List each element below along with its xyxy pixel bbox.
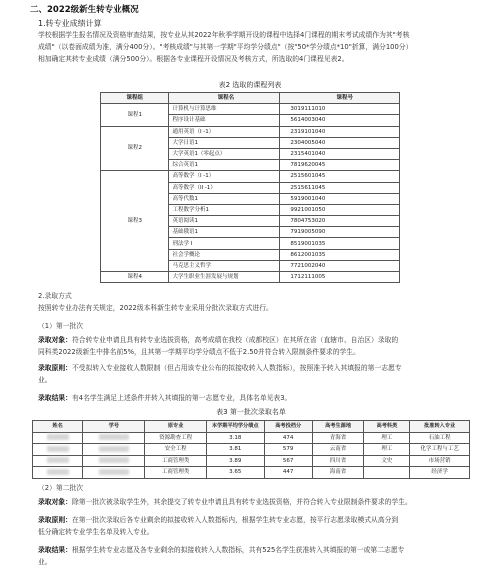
exam-category [364,467,410,479]
table-row [101,272,400,283]
round1-principle-text: 不受拟转入专业接收人数限制（但占用该专业公布的拟接收转入人数指标），按照准予转入其填报的第一志愿专 [71,364,402,372]
course-name: 高等数学（I -1） [169,171,280,182]
origin-province: 云南省 [312,444,364,456]
original-major: 安全工程 [145,444,207,456]
round1-result-text: 有4名学生满足上述条件并转入其填报的第一志愿专业，具体名单见表3。 [71,394,292,402]
redaction-blur [99,446,129,452]
exam-category: 文史 [364,455,410,467]
course-code: 3019111010 [280,104,400,115]
admission-table-header: 高考科类 [364,421,410,433]
round1-result-label: 录取结果： [38,394,72,402]
round2-title: （2）第二批次 [38,484,84,492]
admission-table-header: 高考投档分 [264,421,312,433]
admission-table-header: 原专业 [145,421,207,433]
course-table-header: 课程号 [280,93,400,104]
course-code: 7804753020 [280,216,400,227]
round2-result [38,544,478,568]
course-group: 课程1 [101,104,169,126]
round2-target [38,496,478,508]
redaction-blur [99,469,129,475]
course-code: 8519001035 [280,238,400,249]
table-row [33,444,470,456]
admission-table-header: 姓名 [33,421,83,433]
course-group: 课程3 [101,171,169,272]
gpa: 3.18 [206,432,264,444]
course-group: 课程4 [101,272,169,283]
round2-principle-text: 低分确定转专业学生名单及转入专业。 [38,528,154,536]
round2-result-label: 录取结果： [38,546,72,554]
exam-score: 567 [264,455,312,467]
course-code: 1712111005 [280,272,400,283]
course-code: 7919005090 [280,227,400,238]
redacted-name [33,455,83,467]
course-code: 2304005040 [280,137,400,148]
course-table [100,92,400,283]
course-code: 5919001040 [280,193,400,204]
section2-intro: 按照转专业办法有关规定，2022级本科新生转专业采用分批次录取方式进行。 [38,304,273,312]
redacted-student-id [83,432,145,444]
course-code: 2319101040 [280,126,400,137]
redaction-blur [47,446,69,452]
course-name: 英语阅读1 [169,216,280,227]
course-group: 课程2 [101,126,169,171]
course-name: 刑法学 I [169,238,280,249]
course-name: 计算机与计算思维 [169,104,280,115]
gpa: 3.65 [206,467,264,479]
intro-paragraph [38,29,478,65]
round1-target [38,334,478,358]
section-heading: 二、2022级新生转专业概况 [30,5,139,15]
course-code: 7819620045 [280,160,400,171]
redacted-student-id [83,467,145,479]
exam-score: 474 [264,432,312,444]
course-table-header: 课程组 [101,93,169,104]
table-row [33,467,470,479]
course-code: 2515601045 [280,171,400,182]
course-name: 马克思主义哲学 [169,260,280,271]
table-row [101,171,400,182]
round1-principle [38,362,478,386]
course-name: 大学日语1 [169,137,280,148]
redaction-blur [47,434,69,440]
table-row [101,104,400,115]
redacted-name [33,432,83,444]
round2-result-text: 根据学生转专业志愿及各专业剩余的拟接收转入人数指标，共有525名学生获准转入其填报的第一或第二志愿专 [71,546,405,554]
admission-table-header: 批准转入专业 [410,421,470,433]
section2-title: 2.录取方式 [38,292,72,300]
approved-major: 市场营销 [410,455,470,467]
round2-principle-label: 录取原则： [38,516,72,524]
course-name: 高等数学（II -1） [169,182,280,193]
redacted-student-id [83,444,145,456]
course-code: 2515611045 [280,182,400,193]
original-major: 工商管理类 [145,467,207,479]
round2-target-label: 录取对象： [38,498,72,506]
round1-principle-text: 业。 [38,376,52,384]
course-code: 9921001050 [280,204,400,215]
exam-category: 理工 [364,444,410,456]
intro-line: 成绩"（以卷面成绩为准，满分400分）。"考核成绩"与其第一学期"平均学分绩点"（按"50*学分绩点*10"折算，满分100分） [38,43,413,51]
course-code: 7721002040 [280,260,400,271]
course-name: 基础俄语1 [169,227,280,238]
intro-line: 学校根据学生报名情况及资格审查结果，按专业从其2022年秋季学期开设的课程中选择4门课程的期末考试成绩作为其"考核 [38,31,410,39]
original-major: 资源勘查工程 [145,432,207,444]
course-name: 大学生职业生涯发展与规划 [169,272,280,283]
round1-result [38,392,478,404]
redaction-blur [99,434,129,440]
table2-caption: 表2 选取的课程列表 [218,81,282,89]
gpa: 3.81 [206,444,264,456]
round1-principle-label: 录取原则： [38,364,72,372]
table-row [101,126,400,137]
approved-major: 化学工程与工艺 [410,444,470,456]
origin-province: 青海省 [312,432,364,444]
approved-major: 经济学 [410,467,470,479]
course-code: 8612001035 [280,249,400,260]
course-code: 5614003040 [280,115,400,126]
course-name: 社会学概论 [169,249,280,260]
exam-category: 理工 [364,432,410,444]
course-name: 工程数学分析1 [169,204,280,215]
admission-table-header: 学号 [83,421,145,433]
round2-principle-text: 在第一批次录取后各专业剩余的拟接收转入人数指标内，根据学生转专业志愿，按平行志愿录取模式从高分到 [71,516,399,524]
course-name: 综合英语1 [169,160,280,171]
table3-caption: 表3 第一批次录取名单 [216,408,286,416]
round1-target-text: 同科类2022级新生中排名前5%，且其第一学期平均学分绩点不低于2.50并符合转入限制条件要求的学生。 [38,348,360,356]
table-row [33,432,470,444]
intro-line: 相加确定其转专业成绩（满分500分）。根据各专业课程开设情况及考核方式，所选取的4门课程见表2。 [38,55,349,63]
round1-target-label: 录取对象： [38,336,72,344]
redaction-blur [47,469,69,475]
origin-province: 海南省 [312,467,364,479]
round2-target-text: 除第一批次被录取学生外，其余提交了转专业申请且具有转专业选拔资格，并符合转入专业限制条件要求的学生。 [71,498,412,506]
round2-principle [38,514,478,538]
subsection-heading: 1.转专业成绩计算 [38,19,102,28]
redacted-name [33,444,83,456]
round2-result-text: 业。 [38,558,52,566]
redaction-blur [99,457,129,463]
course-name: 高等代数1 [169,193,280,204]
gpa: 3.89 [206,455,264,467]
course-name: 大学英语1（零起点） [169,148,280,159]
table-row [33,455,470,467]
course-name: 通用英语（I -1） [169,126,280,137]
round1-target-text: 符合转专业申请且具有转专业选拔资格，高考成绩在我校（成都校区）在其所在省（直辖市、自治区）录取的 [71,336,399,344]
exam-score: 579 [264,444,312,456]
approved-major: 石油工程 [410,432,470,444]
round1-title: （1）第一批次 [38,322,84,330]
redaction-blur [47,457,69,463]
admission-table-header: 本学期平均学分绩点 [206,421,264,433]
admission-table [32,420,470,479]
course-name: 程序设计基础 [169,115,280,126]
redacted-student-id [83,455,145,467]
course-code: 2315401040 [280,148,400,159]
admission-table-header: 高考生源地 [312,421,364,433]
original-major: 工商管理类 [145,455,207,467]
redacted-name [33,467,83,479]
origin-province: 四川省 [312,455,364,467]
course-table-header: 课程名 [169,93,280,104]
exam-score: 447 [264,467,312,479]
